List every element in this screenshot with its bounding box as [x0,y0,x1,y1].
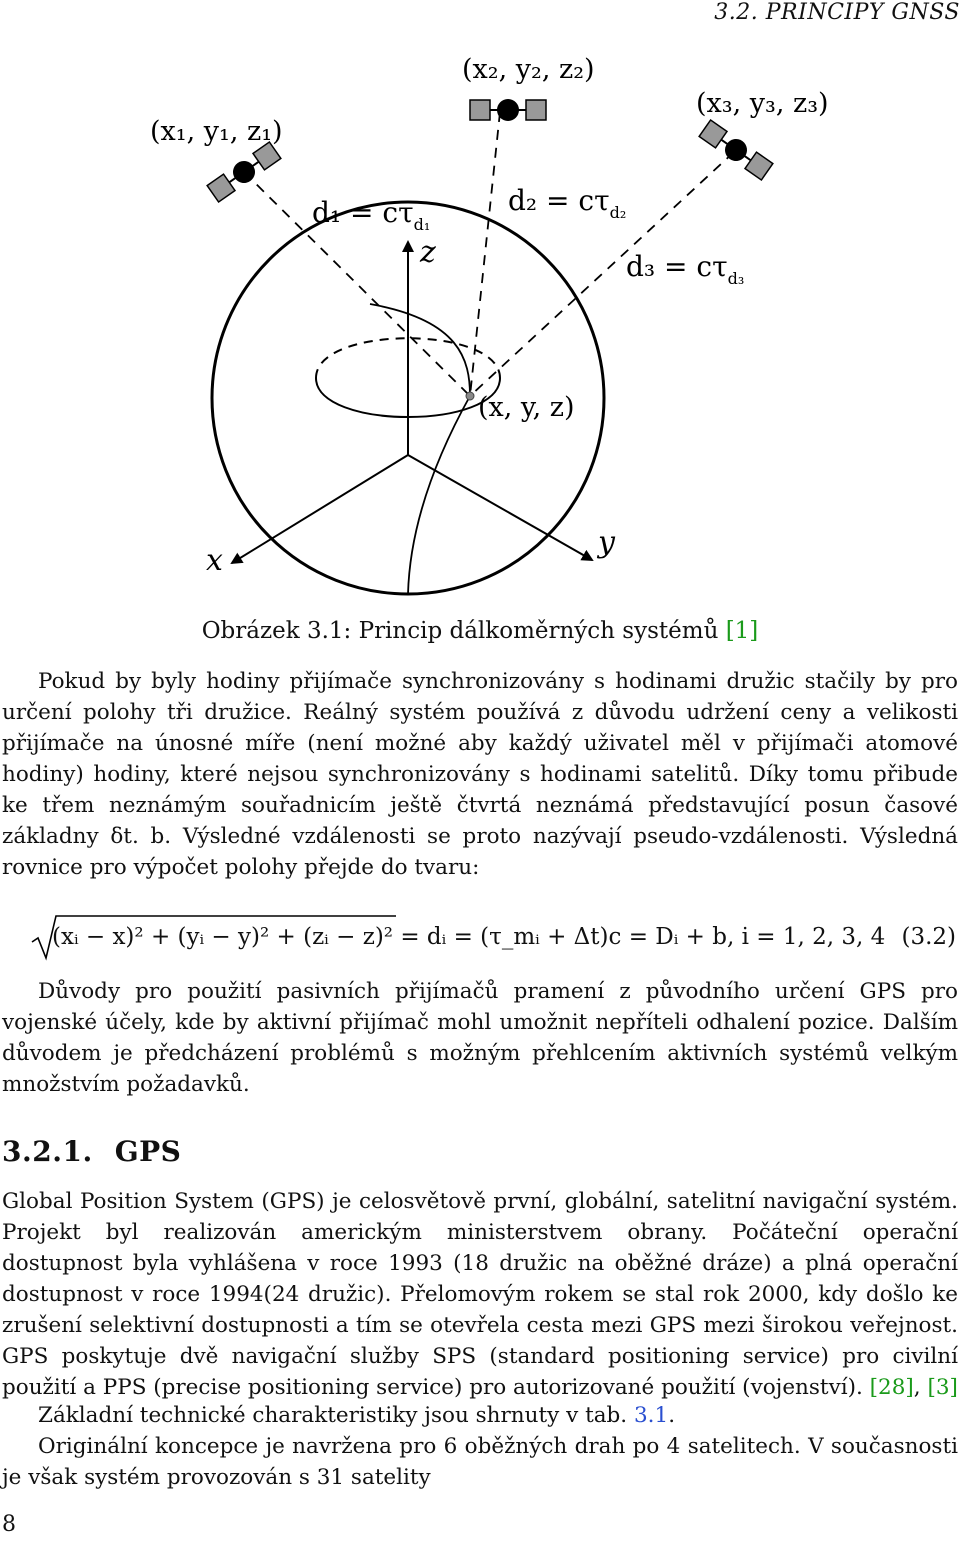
running-title: 3.2. PRINCIPY GNSS [714,0,960,25]
paragraph-pseudoranges: Pokud by byly hodiny přijímače synchronizovány s hodinami družic stačily by pro určení polohy tři družice. Reálný systém používá z důvodu udržení ceny a velikosti přijímače na únosné míře (není možné aby každý uživatel měl v přijímači atomové hodiny) hodiny, které nejsou synchronizovány s hodinami satelitů. Díky tomu přibude ke třem neznámým souřadnicím ještě čtvrtá neznámá představující posun časové základny δt. b. Výsledné vzdálenosti se proto nazývají pseudo-vzdálenosti. Výsledná rovnice pro výpočet polohy přejde do tvaru: [2,669,958,880]
equation-3-2 [30,912,958,962]
equation-number: (3.2) [901,924,956,950]
satellite-1-coordinates: (x₁, y₁, z₁) [150,116,283,147]
axis-z-label: z [420,235,436,270]
x-axis [232,455,408,563]
axis-x-label: x [206,543,223,578]
satellite-2-icon [470,99,546,121]
satellite-2-coordinates: (x₂, y₂, z₂) [462,54,595,85]
meridian-arc [370,304,470,594]
reference-28[interactable]: [28] [869,1375,914,1400]
equation-body: (xᵢ − x)² + (yᵢ − y)² + (zᵢ − z)² = dᵢ = (τ_mᵢ + Δt)c = Dᵢ + b, i = 1, 2, 3, 4 [52,924,886,950]
receiver-point [466,392,474,400]
satellite-1-icon [207,141,282,203]
range-line-2 [470,112,500,396]
table-reference[interactable]: 3.1 [633,1403,669,1428]
satellite-3-icon [699,119,774,181]
caption-citation[interactable]: [1] [725,618,759,644]
distance-3-label: $d_3 = c\tau_{d_3}$ [626,250,745,288]
section-heading: 3.2.1. GPS [2,1135,182,1168]
reference-3[interactable]: [3] [927,1375,958,1400]
page-number: 8 [2,1512,16,1537]
axis-y-label: y [598,525,615,560]
receiver-coordinates: (x, y, z) [478,392,575,423]
satellite-3-coordinates: (x₃, y₃, z₃) [696,88,829,119]
figure-caption: Obrázek 3.1: Princip dálkoměrných systémů [1] [201,618,759,644]
y-axis [408,455,592,560]
paragraph-gps: Global Position System (GPS) je celosvětově první, globální, satelitní navigační systém. Projekt byl realizován americkým ministerstvem obrany. Počáteční operační dostupnost byla vyhlášena v roce 1993 (18 družic na oběžné dráze) a plná operační dostupnost v roce 1994(24 družic). Přelomovým rokem se stal rok 2000, kdy došlo ke zrušení selektivní dostupnosti a tím se otevřela cesta mezi GPS mezi širokou veřejnost. GPS poskytuje dvě navigační služby SPS (standard positioning service) pro civilní použití a PPS (precise positioning service) pro autorizované použití (vojenství). [28], [3] [2,1189,958,1400]
ranging-principle-figure [0,40,960,610]
paragraph-characteristics: Základní technické charakteristiky jsou shrnuty v tab. 3.1. [38,1403,676,1428]
distance-1-label: $d_1 = c\tau_{d_1}$ [312,196,431,234]
distance-2-label: $d_2 = c\tau_{d_2}$ [508,184,627,222]
paragraph-constellation: Originální koncepce je navržena pro 6 oběžných drah po 4 satelitech. V současnosti je však systém provozován s 31 satelity [2,1434,958,1490]
paragraph-passive-receivers: Důvody pro použití pasivních přijímačů pramení z původního určení GPS pro vojenské účely, kde by aktivní přijímač mohl umožnit nepříteli odhalení pozice. Dalším důvodem je předcházení problémů s možným přehlcením aktivních systémů velkým množstvím požadavků. [2,979,958,1097]
